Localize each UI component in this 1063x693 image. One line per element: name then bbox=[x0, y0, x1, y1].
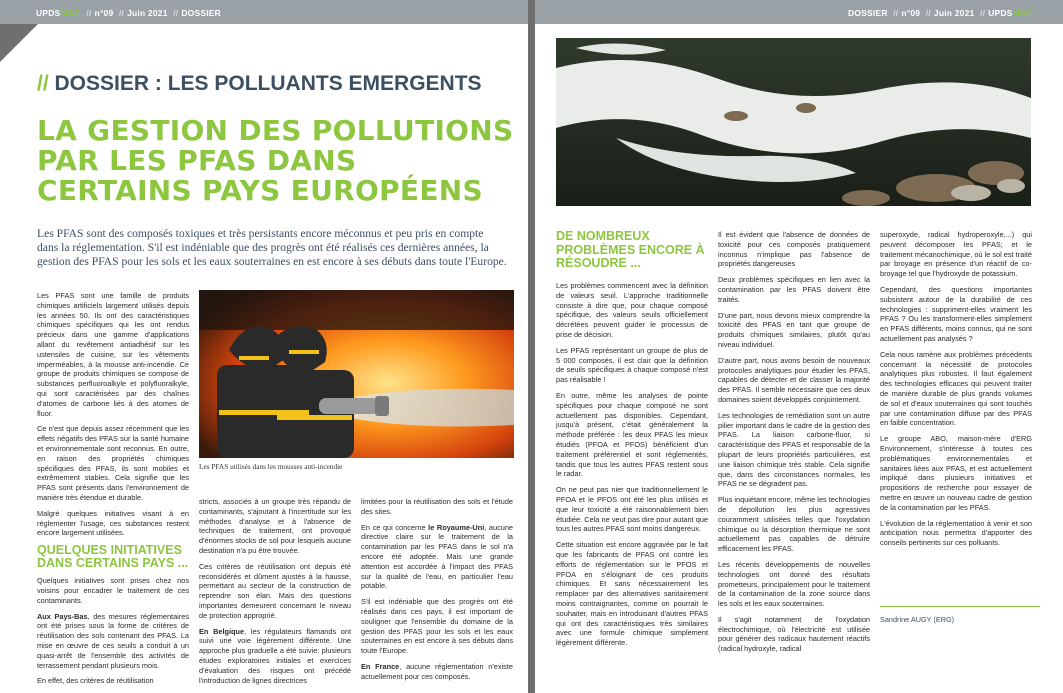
paragraph: Cette situation est encore aggravée par le fait que les fabricants de PFAS ont contré les efforts de réglementation sur le PFOS et PFOA en s'éloignant de ces produits chimiques. Et sans nécessairement les remplacer par des alternatives sanitairement moins contraignantes, comme on pourrait le souhaiter, mais en introduisant d'autres PFAS qui ont des caractéristiques très similaires avec une formule chimique simplement légèrement différente. bbox=[556, 540, 708, 648]
foam-river-photo bbox=[556, 38, 1031, 206]
paragraph: En outre, même les analyses de pointe spécifiques pour chaque composé ne sont actuellement pas disponibles. Cependant, jusqu'à présent, c'était généralement la méthode préférée : les deux PFAS les mieux étudiés (PFOA et PFOS) bénéficient d'un traitement préférentiel et sont réglementés, tandis que tous les autres PFAS restent sous le radar. bbox=[556, 390, 708, 479]
paragraph: On ne peut pas nier que traditionnellement le PFOA et le PFOS ont été les plus utilisés et que leur toxicité a été raisonnablement bien étudiée. Cela ne veut pas dire pour autant que tous les autres PFAS sont moins dangereux. bbox=[556, 485, 708, 534]
issue-date: Juin 2021 bbox=[933, 8, 975, 18]
paragraph: En Belgique, les régulateurs flamands ont suivi une voie légèrement différente. Une approche plus graduelle a été suivie: plusieurs études exploratoires initiales et exercices d'évaluation des risques ont précédé l'introduction de lignes directrices bbox=[199, 626, 352, 685]
paragraph: Aux Pays-Bas, des mesures réglementaires ont été prises sous la forme de critères de réutilisation des sols contenant des PFAS. La mise en œuvre de ces seuils a conduit à un quasi-arrêt de l'ensemble des activités de terrassement pendant plusieurs mois. bbox=[37, 611, 189, 670]
paragraph: S'il est indéniable que des progrès ont été réalisés dans ces pays, il est important de souligner que l'ensemble du domaine de la gestion des PFAS pour les sols et les eaux souterraines en est encore à ses débuts dans toute l'Europe. bbox=[361, 597, 513, 656]
issue-number: n°09 bbox=[901, 8, 921, 18]
brand-mag: MAG bbox=[1012, 8, 1033, 18]
paragraph: Les technologies de remédiation sont un autre pilier important dans le cadre de la gestion des PFAS. La liaison carbone-fluor, si caractéristique des PFAS et responsable de la plupart de leurs propriétés particulières, est une liaison chimique très stable. Cela signifie que, dans des circonstances normales, les PFAS ne se dégradent pas. bbox=[718, 410, 870, 489]
paragraph: Plus inquiétant encore, même les technologies de dépollution les plus agressives couramment utilisées telles que l'oxydation chimique ou la désorption thermique ne sont actuellement pas capables de détruire efficacement les PFAS. bbox=[718, 495, 870, 554]
paragraph: D'une part, nous devons mieux comprendre la toxicité des PFAS en tant que groupe de produits chimiques similaires, plutôt qu'au niveau individuel. bbox=[718, 310, 870, 349]
article-lead: Les PFAS sont des composés toxiques et très persistants encore méconnus et peu pris en compte dans la réglementation. S'il est indéniable que des progrès ont été réalisés ces dernières années, la gestion des PFAS pour les sols et les eaux souterraines en est encore à ses débuts dans toute l'Europe. bbox=[37, 227, 507, 268]
paragraph: Le groupe ABO, maison-mère d'ERG Environnement, s'intéresse à toutes ces problématiques environnementales et sanitaires liées aux PFAS, et est actuellement impliqué dans plusieurs initiatives et propositions de recherche pour essayer de mettre en œuvre un nouveau cadre de gestion de la contamination par les PFAS. bbox=[880, 434, 1032, 512]
paragraph: Les PFAS représentant un groupe de plus de 5 000 composés, il est clair que la définition de seuils spécifiques à chaque composé n'est pas réalisable ! bbox=[556, 345, 708, 385]
section-name: DOSSIER bbox=[181, 8, 221, 18]
paragraph: Malgré quelques initiatives visant à en réglementer l'usage, ces substances restent encore largement utilisées. bbox=[37, 508, 189, 538]
right-column-3 bbox=[880, 230, 1032, 554]
paragraph: superoxyde, radical hydroperoxyle,...) qui peuvent décomposer les PFAS; et le traitement mécanochimique, où le sol est traité par broyage en présence d'un réactif de co-broyage tel que l'hydroxyde de potassium. bbox=[880, 230, 1032, 279]
left-column-3 bbox=[361, 497, 513, 688]
section-name: DOSSIER bbox=[848, 8, 888, 18]
paragraph: Les récents développements de nouvelles technologies ont donné des résultats prometteurs, principalement pour le traitement de la contamination de la zone source dans les sols et les eaux souterraines. bbox=[718, 559, 870, 609]
paragraph: Quelques initiatives sont prises chez nos voisins pour encadrer le traitement de ces contaminants. bbox=[37, 576, 189, 605]
brand-upds: UPDS bbox=[988, 8, 1013, 18]
section-heading-problems: DE NOMBREUX PROBLÈMES ENCORE À RÉSOUDRE ... bbox=[556, 229, 705, 270]
photo-caption: Les PFAS utilisés dans les mousses anti-incendie bbox=[199, 462, 343, 471]
right-column-1 bbox=[556, 281, 708, 654]
right-column-2 bbox=[718, 230, 870, 660]
paragraph: Il est évident que l'absence de données de toxicité pour ces composés pratiquement inconnus n'implique pas l'absence de propriétés dangereuses bbox=[718, 230, 870, 269]
author-name: Sandrine AUGY (ERG) bbox=[880, 615, 955, 624]
brand-upds: UPDS bbox=[36, 8, 61, 18]
issue-number: n°09 bbox=[94, 8, 114, 18]
paragraph: Ces critères de réutilisation ont depuis été reconsidérés et dûment ajustés à la hausse, permettant au secteur de la construction de reprendre son élan. Mais des questions importantes demeurent concernant le niveau de protection approprié. bbox=[199, 561, 351, 620]
paragraph: D'autre part, nous avons besoin de nouveaux protocoles analytiques pour étudier les PFAS, capables de détecter et de classer la majorité des PFAS. Il semble nécessaire que ces deux domaines soient développés conjointement. bbox=[718, 355, 870, 404]
paragraph: limitées pour la réutilisation des sols et l'étude des sites. bbox=[361, 497, 513, 516]
paragraph: Ce n'est que depuis assez récemment que les effets négatifs des PFAS sur la santé humaine et environnementale sont reconnus. En outre, en raison des propriétés chimiques spécifiques des PFAS, ils sont mobiles et extrêmement stables. Cela signifie que les PFAS sont présents dans l'environnement de manière très étendue et durable. bbox=[37, 424, 189, 502]
paragraph: L'évolution de la réglementation à venir et son anticipation nous permettra d'apporter des conseils pertinents sur ces polluants. bbox=[880, 518, 1032, 548]
dossier-kicker: // DOSSIER : LES POLLUANTS EMERGENTS bbox=[37, 72, 482, 95]
paragraph: Il s'agit notamment de l'oxydation électrochimique, où l'électricité est utilisée pour générer des radicaux hautement réactifs (radical hydroxyle, radical bbox=[718, 614, 870, 654]
paragraph: Cependant, des questions importantes subsistent autour de la durabilité de ces technologies : suppriment-elles vraiment les PFAS ? Ou les transforment-elles simplement en PFAS différents, moins connus, qui ne sont actuellement pas analysés ? bbox=[880, 284, 1032, 343]
left-column-2 bbox=[199, 497, 351, 691]
paragraph: Les problèmes commencent avec la définition de valeurs seuil. L'approche traditionnelle consiste à dire que, pour chaque composé spécifique, des valeurs seuils officiellement décrétées peuvent guider le processus de prise de décision. bbox=[556, 281, 708, 339]
brand-mag: MAG bbox=[60, 8, 81, 18]
paragraph: Deux problèmes spécifiques en lien avec la contamination par les PFAS doivent être traités. bbox=[718, 275, 870, 304]
right-running-header: DOSSIER // n°09 // Juin 2021 // UPDSMAG bbox=[535, 0, 1063, 24]
firefighters-photo bbox=[199, 290, 514, 458]
left-column-1 bbox=[37, 291, 189, 692]
article-title: LA GESTION DES POLLUTIONS PAR LES PFAS DANS CERTAINS PAYS EUROPÉENS bbox=[37, 114, 514, 207]
author-signature bbox=[880, 606, 1040, 627]
page-corner-fold bbox=[0, 24, 38, 62]
paragraph: stricts, associés à un groupe très répandu de contaminants, s'ajoutant à l'incertitude sur les méthodes d'analyse et à l'absence de techniques de traitement, ont provoqué d'énormes stocks de sol pour lesquels aucune destination n'a pu être trouvée. bbox=[199, 497, 351, 555]
left-running-header: UPDSMAG // n°09 // Juin 2021 // DOSSIER bbox=[0, 0, 528, 24]
paragraph: En France, aucune réglementation n'existe actuellement pour ces composés. bbox=[361, 661, 513, 681]
subheading-initiatives: QUELQUES INITIATIVES DANS CERTAINS PAYS ... bbox=[37, 543, 189, 571]
paragraph: En effet, des critères de réutilisation bbox=[37, 676, 154, 686]
paragraph: Cela nous ramène aux problèmes précédents concernant la nécessité de protocoles analytiques plus robustes. Il faut également des technologies efficaces qui peuvent traiter de manière durable de plus grands volumes de sol et d'eaux souterraines qui sont touchés par une contamination diffuse par des PFAS en faible concentration. bbox=[880, 349, 1032, 428]
issue-date: Juin 2021 bbox=[127, 8, 168, 18]
paragraph: En ce qui concerne le Royaume-Uni, aucune directive claire sur le traitement de la contamination par les PFAS dans le sol n'a encore été adoptée. Mais une grande attention est accordée à l'impact des PFAS sur la qualité de l'eau, en particulier l'eau potable. bbox=[361, 522, 513, 591]
paragraph: Les PFAS sont une famille de produits chimiques artificiels largement utilisés depuis les années 50. Ils ont des caractéristiques chimiques spécifiques qui les ont rendus précieux dans une gamme d'applications allant du revêtement antiadhésif sur les ustensiles de cuisine, sur les vêtements imperméables, à la mousse anti-incendie. Ce groupe de produits chimiques se compose de substances perfluoroalkyle et polyfluoralkyle, qui sont caractérisées par des chaînes d'atomes de carbone liés à des atomes de fluor. bbox=[37, 291, 189, 418]
